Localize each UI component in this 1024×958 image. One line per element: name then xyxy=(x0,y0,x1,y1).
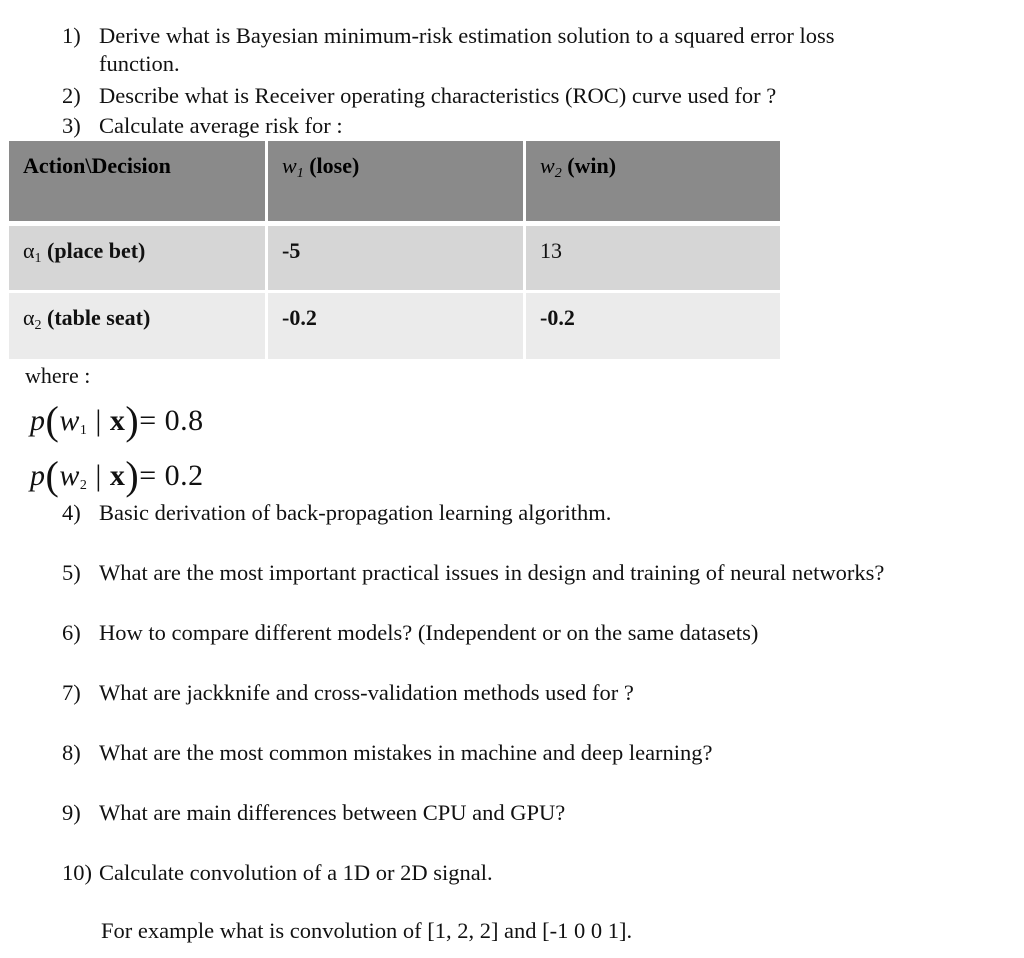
question-text: Describe what is Receiver operating characteristics (ROC) curve used for ? xyxy=(99,83,777,108)
question-text: What are main differences between CPU and GPU? xyxy=(99,800,566,825)
question-number: 6) xyxy=(62,620,81,645)
question-text: What are jackknife and cross-validation methods used for ? xyxy=(99,680,634,705)
question-number: 2) xyxy=(62,83,81,108)
question-text: How to compare different models? (Independent or on the same datasets) xyxy=(99,620,759,645)
loss-table xyxy=(9,141,780,359)
table-row-label: $\alpha_1$ (place bet) xyxy=(9,226,265,290)
table-cell-win: 13 xyxy=(526,226,780,290)
question-number: 9) xyxy=(62,800,81,825)
table-cell-lose: -5 xyxy=(268,226,523,290)
question-number: 3) xyxy=(62,113,81,138)
question-text: Calculate average risk for : xyxy=(99,113,343,138)
table-header-action: Action\Decision xyxy=(9,141,265,221)
question-number: 5) xyxy=(62,560,81,585)
question-text: Derive what is Bayesian minimum-risk estimation solution to a squared error loss xyxy=(99,23,835,48)
table-cell-lose: -0.2 xyxy=(268,293,523,359)
probability-equation: $p(w_2$ | x)= 0.2 xyxy=(30,453,204,498)
where-label: where : xyxy=(25,363,91,388)
question-text-continued: function. xyxy=(99,51,180,76)
question-number: 10) xyxy=(62,860,92,885)
table-header-win: $w_2$ (win) xyxy=(526,141,780,221)
question-number: 4) xyxy=(62,500,81,525)
convolution-example: For example what is convolution of [1, 2, 2] and [-1 0 0 1]. xyxy=(101,918,633,943)
table-row-label: $\alpha_2$ (table seat) xyxy=(9,293,265,359)
probability-equation: $p(w_1$ | x)= 0.8 xyxy=(30,398,204,443)
question-text: What are the most common mistakes in machine and deep learning? xyxy=(99,740,713,765)
question-text: What are the most important practical issues in design and training of neural networks? xyxy=(99,560,885,585)
question-text: Calculate convolution of a 1D or 2D signal. xyxy=(99,860,493,885)
question-number: 8) xyxy=(62,740,81,765)
table-cell-win: -0.2 xyxy=(526,293,780,359)
table-header-lose: $w_1$ (lose) xyxy=(268,141,523,221)
question-number: 7) xyxy=(62,680,81,705)
question-number: 1) xyxy=(62,23,81,48)
question-text: Basic derivation of back-propagation learning algorithm. xyxy=(99,500,612,525)
